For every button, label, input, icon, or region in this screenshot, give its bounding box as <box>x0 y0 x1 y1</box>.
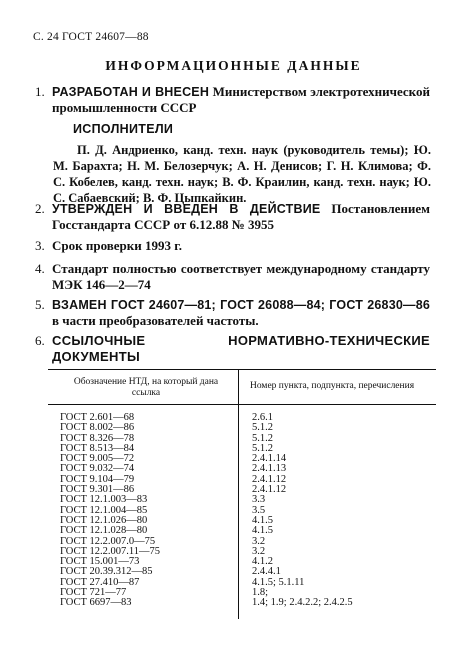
section-number: 5. <box>35 297 45 312</box>
section-text: Постановлением Госстандарта СССР от 6.12.88 № 3955 <box>52 201 431 232</box>
clause-column <box>252 413 353 609</box>
table-cell-document: ГОСТ 20.39.312—85 <box>60 566 153 578</box>
table-cell-clause: 1.8; <box>252 587 269 599</box>
section-4 <box>35 261 430 293</box>
section-text: в части преобразователей частоты. <box>52 313 259 328</box>
table-header-rule <box>48 404 436 405</box>
section-number: 6. <box>35 333 45 348</box>
table-cell-clause: 2.4.1.14 <box>252 453 287 465</box>
table-column-divider <box>238 369 239 619</box>
references-table <box>48 369 436 619</box>
table-cell-clause: 4.1.5; 5.1.11 <box>252 576 305 588</box>
table-cell-document: ГОСТ 9.104—79 <box>60 473 135 485</box>
table-cell-document: ГОСТ 12.1.028—80 <box>60 525 148 537</box>
table-cell-document: ГОСТ 2.601—68 <box>60 412 135 423</box>
table-cell-clause: 5.1.2 <box>252 432 273 444</box>
table-cell-clause: 3.5 <box>252 504 266 516</box>
table-cell-clause: 2.4.1.12 <box>252 484 287 496</box>
table-cell-clause: 3.2 <box>252 545 266 557</box>
table-cell-clause: 4.1.2 <box>252 556 273 568</box>
section-text: Стандарт полностью соответствует международному стандарту МЭК 146—2—74 <box>52 261 430 292</box>
page-header: С. 24 ГОСТ 24607—88 <box>33 31 149 43</box>
table-cell-document: ГОСТ 9.032—74 <box>60 463 135 475</box>
section-2 <box>35 201 431 233</box>
section-heading: ССЫЛОЧНЫЕ НОРМАТИВНО-ТЕХНИЧЕСКИЕ ДОКУМЕНТЫ <box>52 333 430 364</box>
table-cell-document: ГОСТ 9.301—86 <box>60 484 135 496</box>
table-cell-document: ГОСТ 12.1.003—83 <box>60 494 148 506</box>
table-top-rule <box>48 369 436 370</box>
section-number: 3. <box>35 238 45 253</box>
table-cell-document: ГОСТ 8.002—86 <box>60 422 135 434</box>
table-cell-document: ГОСТ 721—77 <box>60 587 127 599</box>
table-cell-document: ГОСТ 8.513—84 <box>60 442 135 454</box>
table-cell-clause: 2.4.1.12 <box>252 473 287 485</box>
section-number: 4. <box>35 261 45 276</box>
section-lead: ВЗАМЕН ГОСТ 24607—81; ГОСТ 26088—84; ГОСТ 26830—86 <box>52 298 430 312</box>
table-cell-clause: 4.1.5 <box>252 514 273 526</box>
table-cell-clause: 3.2 <box>252 535 266 547</box>
table-cell-clause: 1.4; 1.9; 2.4.2.2; 2.4.2.5 <box>252 597 353 609</box>
section-1 <box>35 84 430 116</box>
table-cell-clause: 5.1.2 <box>252 442 273 454</box>
section-5 <box>35 297 430 329</box>
table-cell-clause: 2.4.4.1 <box>252 566 281 578</box>
table-cell-clause: 3.3 <box>252 494 266 506</box>
table-cell-clause: 4.1.5 <box>252 525 273 537</box>
performers-list: П. Д. Андриенко, канд. техн. наук (руководитель темы); Ю. М. Барахта; Н. М. Белозерчук; А. Н. Денисов; Г. Н. Климова; Ф. С. Кобелев, канд. техн. наук; В. Ф. Краилин, канд. техн. наук; Ю. С. Сабаевский; В. Ф. Цыпкайкин. <box>53 143 431 205</box>
section-number: 2. <box>35 201 45 216</box>
page-title: ИНФОРМАЦИОННЫЕ ДАННЫЕ <box>105 58 362 73</box>
column-header-document: Обозначение НТД, на который дана ссылка <box>73 377 219 398</box>
table-cell-document: ГОСТ 9.005—72 <box>60 453 135 465</box>
column-header-clause: Номер пункта, подпункта, перечисления <box>250 381 415 391</box>
table-cell-document: ГОСТ 27.410—87 <box>60 576 140 588</box>
table-cell-clause: 2.4.1.13 <box>252 463 287 475</box>
performers-heading: ИСПОЛНИТЕЛИ <box>73 122 174 136</box>
section-3 <box>35 238 430 254</box>
table-cell-document: ГОСТ 12.1.004—85 <box>60 504 148 516</box>
section-text: Срок проверки 1993 г. <box>52 238 182 253</box>
table-cell-clause: 5.1.2 <box>252 422 273 434</box>
table-cell-document: ГОСТ 15.001—73 <box>60 556 140 568</box>
table-cell-document: ГОСТ 8.326—78 <box>60 432 135 444</box>
table-cell-document: ГОСТ 12.2.007.11—75 <box>60 545 161 557</box>
section-text: Министерством электротехнической промышленности СССР <box>52 84 430 115</box>
section-lead: РАЗРАБОТАН И ВНЕСЕН <box>52 85 210 99</box>
table-cell-clause: 2.6.1 <box>252 412 273 423</box>
section-number: 1. <box>35 84 45 99</box>
document-column <box>60 413 160 609</box>
section-lead: УТВЕРЖДЕН И ВВЕДЕН В ДЕЙСТВИЕ <box>52 202 321 216</box>
table-cell-document: ГОСТ 12.2.007.0—75 <box>60 535 156 547</box>
section-6 <box>35 333 430 365</box>
table-cell-document: ГОСТ 12.1.026—80 <box>60 514 148 526</box>
table-cell-document: ГОСТ 6697—83 <box>60 597 132 609</box>
